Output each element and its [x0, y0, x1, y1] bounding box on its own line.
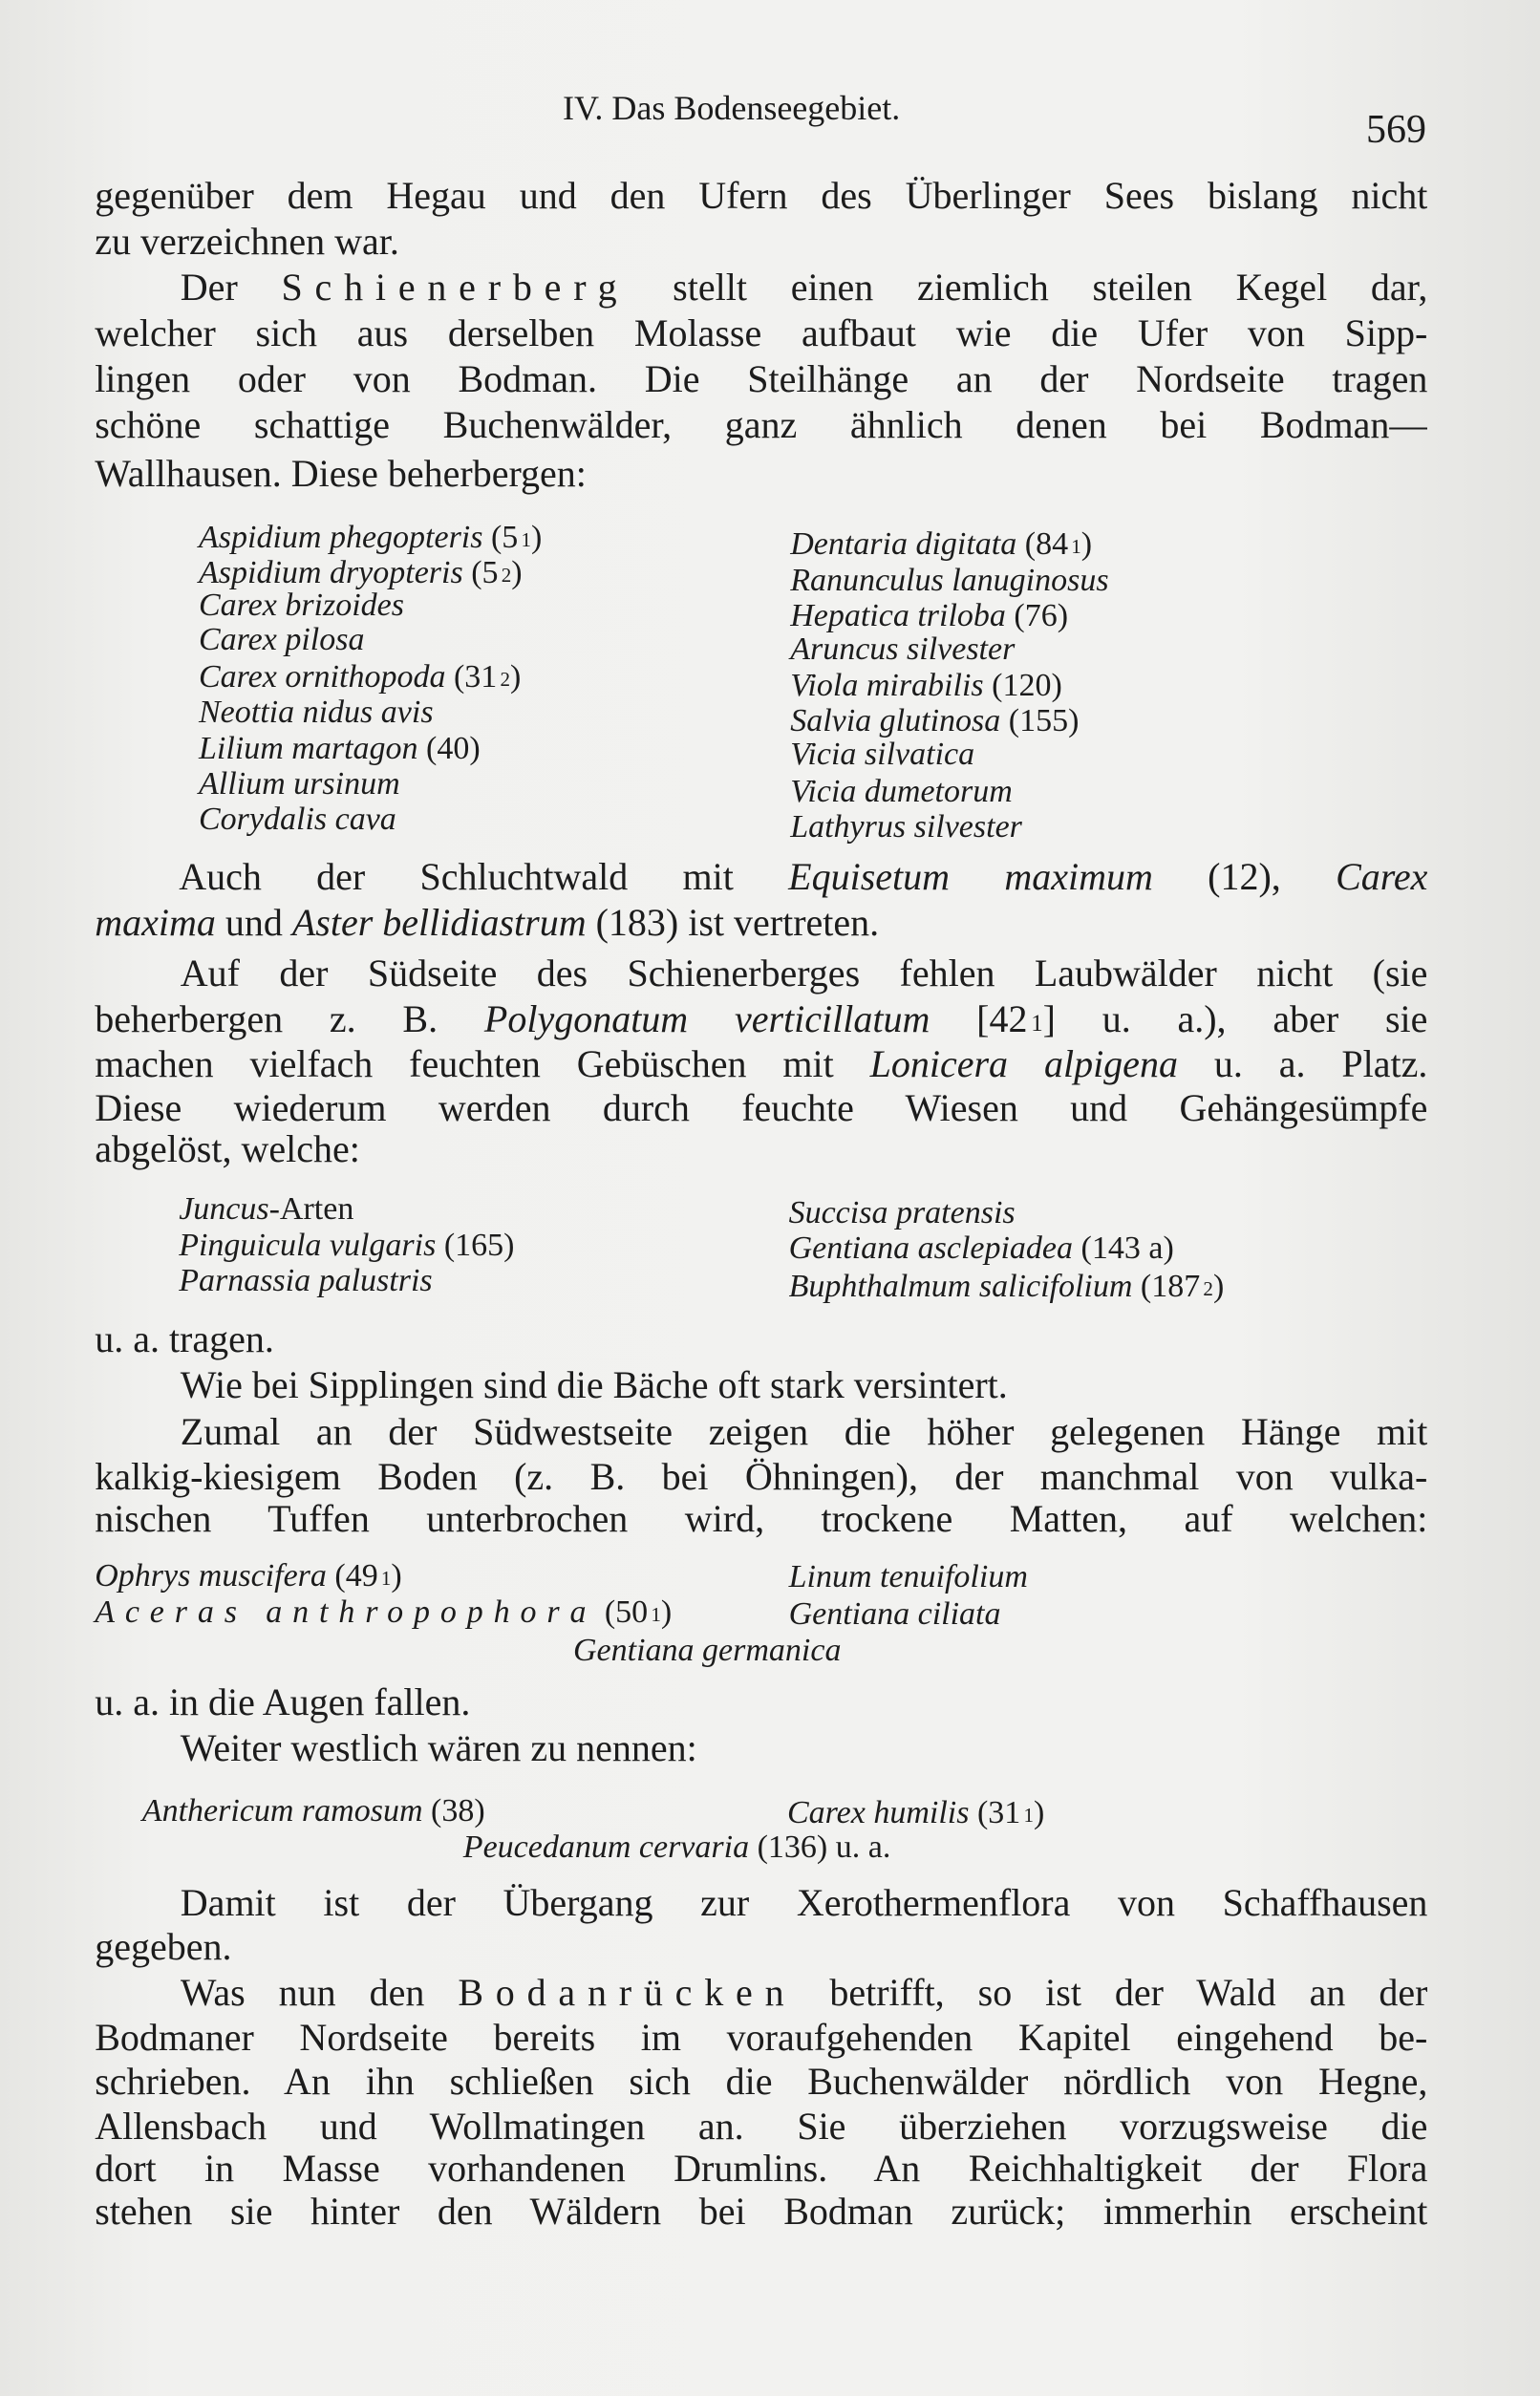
species-list-item — [790, 702, 1079, 740]
text-run: abgelöst, welche: — [95, 1127, 360, 1171]
text-line — [95, 310, 1427, 356]
text-run: dort in Masse vorhandenen Drumlins. An Reichhaltigkeit der Flora — [95, 2147, 1428, 2191]
text-line — [95, 402, 1427, 448]
italic-text: Buphthalmum salicifolium — [788, 1269, 1133, 1305]
text-line — [95, 900, 879, 946]
text-run: ) — [1033, 1794, 1045, 1830]
text-run: Bodmaner Nordseite bereits im voraufgehenden Kapitel eingehend be- — [95, 2015, 1428, 2059]
text-run: schrieben. An ihn schließen sich die Buchenwälder nördlich von Hegne, — [95, 2060, 1428, 2104]
species-list-item — [199, 658, 521, 698]
text-run: (5 — [482, 520, 519, 556]
text-run: schöne schattige Buchenwälder, ganz ähnlich denen bei Bodman— — [95, 402, 1428, 446]
italic-text: Allium ursinum — [199, 765, 400, 802]
species-list-item — [142, 1792, 485, 1830]
italic-text: Lilium martagon — [199, 731, 418, 766]
text-line — [95, 2189, 1427, 2235]
species-list-item — [463, 1829, 891, 1867]
text-line — [95, 1085, 1427, 1131]
text-line — [181, 1725, 697, 1771]
species-list-item — [790, 773, 1013, 811]
text-line — [95, 2104, 1427, 2150]
species-list-item — [199, 730, 481, 768]
italic-text: Hepatica triloba — [790, 597, 1006, 633]
text-line — [181, 1880, 1428, 1926]
text-run: (155) — [1000, 703, 1080, 739]
text-run: (120) — [983, 668, 1062, 704]
text-run: zu verzeichnen war. — [95, 219, 399, 263]
italic-text: Gentiana asclepiadea — [788, 1230, 1074, 1267]
text-run: (165) — [436, 1228, 515, 1263]
text-run: nischen Tuffen unterbrochen wird, trockene Matten, auf welchen: — [95, 1497, 1428, 1541]
italic-text: Salvia glutinosa — [790, 703, 1001, 739]
species-list-item — [179, 1262, 432, 1300]
species-list-item — [789, 1558, 1028, 1596]
species-list-item — [95, 1594, 672, 1634]
italic-text: Aspidium phegopteris — [199, 520, 483, 556]
italic-text: Vicia dumetorum — [790, 773, 1013, 809]
species-list-item — [179, 1190, 353, 1229]
text-line — [95, 173, 1427, 219]
text-line — [95, 356, 1427, 402]
italic-text: Carex ornithopoda — [199, 658, 446, 695]
species-list-item — [789, 1194, 1016, 1232]
species-list-item — [199, 801, 396, 839]
species-list-item — [789, 1268, 1225, 1308]
text-line — [95, 2146, 1427, 2192]
index-number: 1 — [380, 1566, 392, 1590]
text-run: ) — [531, 520, 543, 556]
italic-text: Succisa pratensis — [788, 1195, 1016, 1231]
species-list-item — [179, 1227, 514, 1265]
italic-text: Lonicera alpigena — [869, 1041, 1178, 1085]
species-list-item — [790, 562, 1108, 600]
text-line — [95, 1924, 231, 1970]
text-run: Allensbach und Wollmatingen an. Sie überziehen vorzugsweise die — [95, 2104, 1428, 2148]
text-line — [95, 451, 587, 497]
text-run: u. a. Platz. — [1177, 1041, 1428, 1085]
species-list-item — [790, 597, 1068, 635]
species-list-item — [199, 587, 404, 625]
text-run: Wallhausen. Diese beherbergen: — [95, 452, 587, 495]
italic-text: Parnassia palustris — [179, 1262, 433, 1298]
text-line — [95, 1496, 1427, 1542]
index-number: 1 — [1023, 1803, 1034, 1827]
text-run: ) — [511, 555, 523, 590]
text-line — [95, 1454, 1427, 1500]
text-run: (50 — [596, 1594, 649, 1630]
running-head: IV. Das Bodenseegebiet. — [563, 89, 901, 127]
text-run: (49 — [326, 1557, 378, 1594]
italic-text: Gentiana germanica — [573, 1633, 842, 1668]
text-run: Auch der Schluchtwald mit — [179, 855, 789, 899]
index-number: 2 — [500, 667, 510, 691]
italic-text: Polygonatum verticillatum — [483, 997, 930, 1041]
text-run: Schienerberg — [281, 265, 630, 309]
text-run: (12), — [1152, 855, 1337, 899]
text-run: ] u. a.), aber sie — [1042, 997, 1428, 1041]
italic-text: Lathyrus silvester — [790, 808, 1022, 845]
index-number: 2 — [501, 563, 512, 587]
italic-text: Carex humilis — [787, 1794, 970, 1830]
species-list-item — [199, 621, 364, 659]
text-line — [181, 265, 1428, 310]
text-line — [95, 1041, 1427, 1087]
italic-text: Gentiana ciliata — [788, 1595, 1001, 1632]
text-run: (187 — [1132, 1269, 1201, 1305]
italic-text: maxima — [95, 901, 216, 945]
species-list-item — [790, 808, 1022, 846]
text-run: (31 — [445, 658, 498, 695]
text-run: stellt einen ziemlich steilen Kegel dar, — [673, 265, 1428, 309]
italic-text: Aster bellidiastrum — [291, 901, 587, 945]
text-run: ) — [509, 658, 522, 695]
italic-text: Peucedanum cervaria — [462, 1829, 750, 1866]
text-line — [95, 996, 1427, 1042]
text-run: betrifft, so ist der Wald an der — [829, 1971, 1428, 2015]
text-line — [95, 1679, 470, 1725]
text-run: [42 — [930, 997, 1028, 1041]
italic-text: Ranunculus lanuginosus — [790, 563, 1109, 598]
text-run: -Arten — [268, 1190, 354, 1227]
text-run: Zumal an der Südwestseite zeigen die höher gelegenen Hänge mit — [180, 1410, 1428, 1454]
page-number: 569 — [1366, 108, 1426, 152]
text-run: ) — [391, 1557, 402, 1594]
species-list-item — [199, 694, 434, 732]
species-list-item — [573, 1632, 841, 1670]
text-run: stehen sie hinter den Wäldern bei Bodman zurück; immerhin erscheint — [95, 2190, 1428, 2234]
text-run: beherbergen z. B. — [95, 997, 484, 1041]
text-run: gegenüber dem Hegau und den Ufern des Überlinger Sees bislang nicht — [95, 173, 1428, 217]
text-line — [181, 1409, 1428, 1455]
text-run: (84 — [1016, 525, 1069, 562]
text-run: Wie bei Sipplingen sind die Bäche oft stark versintert. — [180, 1362, 1008, 1406]
italic-text: Aruncus silvester — [790, 631, 1016, 667]
text-run: (38) — [422, 1793, 485, 1829]
italic-text: Aceras anthropophora — [95, 1594, 597, 1630]
text-run: ) — [1212, 1269, 1225, 1305]
species-list-item — [790, 667, 1062, 705]
text-run: (136) u. a. — [749, 1829, 891, 1866]
text-line — [95, 1126, 360, 1172]
text-run: Bodanrücken — [458, 1971, 797, 2015]
text-run: Was nun den — [180, 1971, 459, 2015]
species-list-item — [199, 519, 542, 559]
italic-text: Neottia nidus avis — [199, 694, 434, 730]
italic-text: Carex pilosa — [199, 622, 365, 658]
italic-text: Dentaria digitata — [790, 525, 1017, 562]
text-run: gegeben. — [95, 1925, 232, 1969]
text-line — [95, 2015, 1427, 2061]
text-line — [95, 1316, 274, 1362]
index-number: 2 — [1203, 1277, 1213, 1301]
text-line — [95, 2059, 1427, 2105]
species-list-item — [787, 1794, 1044, 1834]
index-number: 1 — [521, 528, 532, 552]
italic-text: Linum tenuifolium — [788, 1559, 1028, 1595]
species-list-item — [790, 525, 1092, 566]
text-run: (143 a) — [1073, 1230, 1174, 1267]
species-list-item — [199, 765, 400, 803]
italic-text: Viola mirabilis — [790, 668, 984, 704]
text-run: Auf der Südseite des Schienerberges fehlen Laubwälder nicht (sie — [180, 952, 1428, 995]
text-run: (40) — [417, 731, 481, 766]
text-run: kalkig-kiesigem Boden (z. B. bei Öhningen), der manchmal von vulka- — [95, 1454, 1428, 1498]
species-list-item — [789, 1595, 1001, 1634]
italic-text: Pinguicula vulgaris — [179, 1228, 437, 1263]
text-run: u. a. in die Augen fallen. — [95, 1680, 471, 1724]
text-run: (183) ist vertreten. — [586, 901, 880, 945]
italic-text: Vicia silvatica — [790, 737, 975, 773]
text-run: ) — [660, 1594, 673, 1630]
text-line — [181, 1362, 1008, 1408]
text-line — [181, 1970, 1428, 2016]
species-list-item — [790, 736, 974, 774]
species-list-item — [789, 1230, 1174, 1268]
italic-text: Equisetum maximum — [788, 855, 1153, 899]
text-run: ) — [1080, 525, 1093, 562]
text-run: (76) — [1005, 597, 1069, 633]
text-run: (31 — [969, 1794, 1021, 1830]
text-run: welcher sich aus derselben Molasse aufbaut wie die Ufer von Sipp- — [95, 310, 1428, 354]
text-line — [95, 219, 399, 265]
text-line — [181, 951, 1428, 996]
text-run: Weiter westlich wären zu nennen: — [180, 1726, 697, 1770]
italic-text: Juncus — [179, 1190, 269, 1227]
species-list-item — [95, 1557, 402, 1597]
index-number: 1 — [1031, 1010, 1043, 1037]
text-run: Damit ist der Übergang zur Xerothermenflora von Schaffhausen — [180, 1881, 1428, 1924]
text-run: Der — [180, 265, 282, 309]
italic-text: Carex brizoides — [199, 587, 405, 623]
italic-text: Anthericum ramosum — [141, 1793, 423, 1829]
text-run: lingen oder von Bodman. Die Steilhänge an der Nordseite tragen — [95, 356, 1428, 400]
index-number: 1 — [651, 1602, 661, 1626]
text-run: Diese wiederum werden durch feuchte Wiesen und Gehängesümpfe — [95, 1086, 1428, 1129]
italic-text: Corydalis cava — [199, 801, 396, 837]
text-run: (5 — [462, 555, 499, 590]
text-run: und — [215, 901, 292, 945]
italic-text: Ophrys muscifera — [95, 1557, 327, 1594]
italic-text: Carex — [1336, 855, 1428, 899]
index-number: 1 — [1071, 534, 1081, 558]
text-run: machen vielfach feuchten Gebüschen mit — [95, 1041, 870, 1085]
italic-text: Aspidium dryopteris — [199, 555, 463, 590]
species-list-item — [790, 631, 1015, 669]
text-line — [179, 854, 1427, 900]
text-run: u. a. tragen. — [95, 1316, 274, 1360]
